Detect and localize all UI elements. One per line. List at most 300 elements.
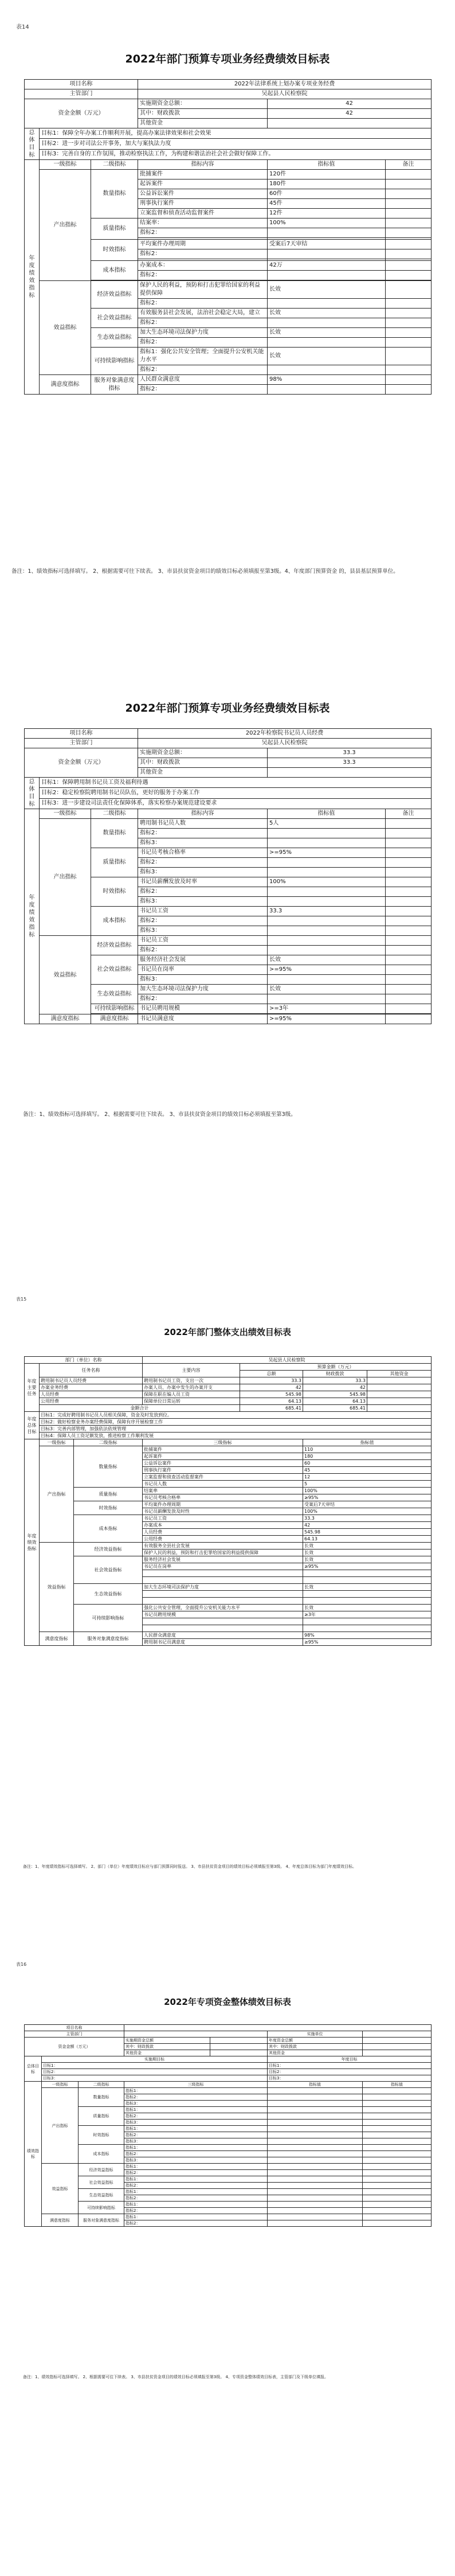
dept: 吴起县人民检察院 — [143, 1357, 432, 1364]
social-label: 社会效益指标 — [91, 309, 138, 328]
perf-label: 绩效指标 — [25, 2082, 42, 2227]
indicator-value: 长效 — [303, 1584, 432, 1591]
indicator-value: 5人 — [268, 819, 386, 829]
goal-right: 目标1： — [268, 2063, 432, 2069]
task-content: 保障在职在编人员工资 — [143, 1391, 240, 1398]
indicator-content: 保护人民的利益，预防和打击犯罪给国家的利益提供保障 — [138, 281, 268, 299]
page-title: 2022年部门预算专项业务经费绩效目标表 — [125, 53, 330, 65]
indicator-value: 33.3 — [268, 907, 386, 916]
header-cell: 指标内容 — [138, 809, 268, 819]
indicator-value — [268, 887, 386, 897]
indicator-content: 聘用制书记员满意度 — [143, 1639, 303, 1646]
group-row: 指标2： — [124, 2195, 268, 2202]
indicator-value: 100% — [268, 218, 386, 228]
indicator-value — [268, 365, 386, 375]
indicator-content: 书记员人数 — [143, 1481, 303, 1488]
indicator-content: 书记员在岗率 — [143, 1563, 303, 1570]
indicator-content: 指标2： — [138, 249, 268, 259]
indicator-content: 保护人民的利益，预防和打击犯罪给国家的利益提供保障 — [143, 1549, 303, 1556]
indicator-value: 12件 — [268, 209, 386, 218]
fund-label: 资金金额（万元） — [25, 99, 138, 128]
indicator-content: 加大生态环境司法保护力度 — [138, 328, 268, 338]
indicator-value — [268, 318, 386, 328]
group-row: 指标3： — [124, 2120, 268, 2126]
eco-label: 生态效益指标 — [74, 1584, 143, 1605]
indicator-value — [268, 975, 386, 985]
header-cell: 指标值 — [268, 160, 386, 170]
header-cell: 指标值 — [363, 2082, 432, 2088]
goal-item: 目标2：稳定检察院聘用制书记员队伍，更好的服务于办案工作 — [40, 788, 432, 798]
effect-label: 效益指标 — [40, 281, 91, 375]
header-cell: 一级指标 — [40, 160, 91, 170]
sat-sub-label: 满意度指标 — [91, 1014, 138, 1024]
group-row: 指标2： — [124, 2220, 268, 2227]
indicator-content: 指标2： — [138, 916, 268, 926]
indicator-value: 64.13 — [303, 1536, 432, 1543]
task-other — [367, 1398, 432, 1405]
indicator-value — [268, 994, 386, 1004]
indicator-content: 服务经济社会发展 — [143, 1556, 303, 1563]
indicator-content: 书记员考核合格率 — [138, 848, 268, 858]
dept-label: 部门（单位）名称 — [25, 1357, 143, 1364]
indicator-value — [268, 926, 386, 936]
indicator-content: 指标2： — [138, 299, 268, 309]
qty-label: 数量指标 — [74, 1446, 143, 1488]
indicator-value: 98% — [268, 375, 386, 385]
task-content: 聘用制书记员工资，支出一次 — [143, 1377, 240, 1384]
footnote: 备注：1、绩效指标可选择填写。 2、根据需要可往下续表。 3、市县扶贫资金项目的绩效目标必须填报至第3级。 — [23, 1111, 296, 1118]
indicator-value: 120件 — [268, 170, 386, 179]
header-cell: 二级指标 — [79, 2082, 124, 2088]
indicator-content: 指标2： — [138, 946, 268, 955]
indicator-value — [268, 249, 386, 259]
overall-label: 总体目标 — [25, 778, 40, 809]
year-target-label: 年度目标 — [268, 2056, 432, 2063]
indicator-content: 平均案件办理周期 — [143, 1501, 303, 1508]
econ-label: 经济效益指标 — [74, 1543, 143, 1556]
page-2 — [0, 631, 455, 1204]
header-cell: 指标值 — [268, 809, 386, 819]
task-header: 任务名称 — [40, 1364, 143, 1377]
satisfaction-label: 满意度指标 — [40, 1014, 91, 1024]
overall-label: 总体目标 — [25, 128, 40, 160]
indicator-value: 长效 — [268, 348, 386, 365]
fund-row-label: 实施期资金总额： — [138, 99, 268, 109]
social-label: 社会效益指标 — [74, 1556, 143, 1584]
dept-label: 主管部门 — [25, 739, 138, 748]
group-row: 指标3： — [124, 2138, 268, 2145]
indicator-value: 长效 — [268, 281, 386, 299]
group-row: 指标2： — [124, 2151, 268, 2157]
indicator-content: 公益诉讼案件 — [138, 189, 268, 199]
eco-label: 生态效益指标 — [91, 985, 138, 1004]
goal-right: 目标3： — [268, 2075, 432, 2082]
fund-total-label: 金额合计 — [40, 1405, 240, 1412]
indicator-value: 180件 — [268, 179, 386, 189]
indicator-content: 加大生态环境司法保护力度 — [138, 985, 268, 994]
goal-label: 年度总体目标 — [25, 1412, 40, 1439]
indicator-content: 指标2： — [138, 994, 268, 1004]
indicator-content: 指标2： — [138, 271, 268, 280]
goal-left: 目标1： — [42, 2063, 268, 2069]
indicator-value — [268, 338, 386, 348]
year-label: 年度绩效指标 — [25, 809, 40, 1024]
indicator-value — [268, 385, 386, 395]
sat-sub-label: 服务对象满意度指标 — [91, 375, 138, 395]
indicator-value: 45件 — [268, 199, 386, 209]
fund-row-label-2: 年度资金总额 — [268, 2038, 363, 2044]
task-fin: 33.3 — [303, 1377, 367, 1384]
indicator-content: 书记员工资 — [138, 936, 268, 946]
page-title: 2022年部门整体支出绩效目标表 — [164, 1327, 291, 1337]
indicator-content: 指标2： — [138, 829, 268, 838]
group-label: 服务对象满意度指标 — [79, 2214, 124, 2227]
period-label: 实施期目标 — [42, 2056, 268, 2063]
dept-label: 主管部门 — [25, 2031, 124, 2038]
fund-label: 资金金额（万元） — [25, 2038, 124, 2056]
indicator-value: 100% — [268, 877, 386, 887]
task-fin: 545.98 — [303, 1391, 367, 1398]
indicator-value: 42 — [303, 1522, 432, 1529]
fund-label: 资金金额（万元） — [25, 748, 138, 778]
page-4 — [0, 1927, 455, 2576]
perf-table-1 — [24, 79, 432, 395]
indicator-content: 立案监督和侦查活动监督案件 — [138, 209, 268, 218]
indicator-content: 平均案件办理周期 — [138, 240, 268, 249]
group-row: 指标1： — [124, 2145, 268, 2151]
indicator-content: 指标2： — [138, 318, 268, 328]
goal-item: 目标2：进一步对司法公开事务，加大与案执法力度 — [40, 139, 432, 149]
group-row: 指标2： — [124, 2094, 268, 2101]
indicator-value — [268, 299, 386, 309]
indicator-content: 结案率： — [138, 218, 268, 228]
task-header: 预算金额（万元） — [240, 1364, 432, 1371]
group-label: 社会效益指标 — [79, 2176, 124, 2189]
group-row: 指标1： — [124, 2164, 268, 2170]
goal-item: 目标3：完善自身的工作氛围，推动检察执法工作，为构建和谐法治社会社会做好保障工作。 — [40, 149, 432, 159]
qty-label: 数量指标 — [91, 170, 138, 218]
task-content: 保障单位日常运转 — [143, 1398, 240, 1405]
output-label: 产出指标 — [40, 1446, 74, 1543]
econ-label: 经济效益指标 — [91, 281, 138, 309]
group-row: 指标1： — [124, 2107, 268, 2113]
indicator-content: 刑事执行案件 — [143, 1467, 303, 1474]
special-fund-table — [24, 2024, 432, 2227]
project-name: 2022年法律系统上划办案专项业务经费 — [138, 80, 432, 89]
group-row: 指标1： — [124, 2189, 268, 2195]
indicator-content: 指标3： — [138, 975, 268, 985]
fund-row-label: 其他资金 — [124, 2050, 210, 2056]
fund-row-value — [268, 768, 432, 778]
group-row: 指标3： — [124, 2101, 268, 2107]
indicator-content: 书记员满意度 — [138, 1014, 268, 1024]
indicator-value: 45 — [303, 1467, 432, 1474]
indicator-content: 书记员薪酬发放及时性 — [143, 1508, 303, 1515]
project-name-label: 项目名称 — [25, 80, 138, 89]
indicator-content: 书记员聘用规模 — [143, 1611, 303, 1618]
indicator-value: 12 — [303, 1474, 432, 1481]
satisfaction-label: 满意度指标 — [40, 375, 91, 395]
dept-label: 主管部门 — [25, 89, 138, 99]
header-cell: 指标内容 — [138, 160, 268, 170]
sat-sub-label: 服务对象满意度指标 — [74, 1632, 143, 1646]
time-label: 时效指标 — [91, 240, 138, 261]
fund-row-value: 42 — [268, 109, 432, 119]
year-label: 年度绩效指标 — [25, 160, 40, 395]
goal-item: 目标1：保障聘用制书记员工资及福利待遇 — [40, 778, 432, 788]
time-label: 时效指标 — [74, 1501, 143, 1515]
goal-item: 目标3：进一步建设司法责任化保障体系，落实检察办案规范建设要求 — [40, 798, 432, 809]
satisfaction-label: 满意度指标 — [40, 1632, 74, 1646]
header-cell: 备注 — [386, 160, 432, 170]
effect-label: 效益指标 — [40, 1543, 74, 1632]
fund-row-label: 其中：财政拨款 — [138, 758, 268, 768]
indicator-value: 长效 — [268, 955, 386, 965]
task-header: 其他资金 — [367, 1371, 432, 1377]
fund-row-label: 其中：财政拨款 — [138, 109, 268, 119]
task-name: 聘用制书记员人员经费 — [40, 1377, 143, 1384]
indicator-value: >=95% — [268, 965, 386, 975]
indicator-value: >=95% — [268, 848, 386, 858]
overall-label: 总体目标 — [25, 2056, 42, 2082]
task-name: 人员经费 — [40, 1391, 143, 1398]
indicator-value — [268, 936, 386, 946]
indicator-value — [268, 838, 386, 848]
indicator-value — [268, 858, 386, 868]
goal-item: 目标1：保障全年办案工作顺利开展，提高办案法律效果和社会效果 — [40, 128, 432, 139]
indicator-value: 5 — [303, 1481, 432, 1488]
footnote: 备注：1、绩效指标可选择填写。 2、根据需要可往下续表。 3、市县扶贫资金项目的绩效目标必须填报至第3级。 4、专项资金整体绩效目标表，主管部门及下级单位填报。 — [23, 2375, 328, 2379]
indicator-content: 批捕案件 — [143, 1446, 303, 1453]
indicator-content: 指标2： — [138, 228, 268, 238]
indicator-content: 有效服务全县社会发展 — [143, 1543, 303, 1549]
indicator-value — [268, 829, 386, 838]
indicator-content: 有效服务县社会发展，法治社会稳定大局，建立 — [138, 309, 268, 318]
indicator-value: ≥95% — [303, 1639, 432, 1646]
indicator-value: 545.98 — [303, 1529, 432, 1536]
sustain-label: 可持续影响指标 — [74, 1605, 143, 1632]
indicator-content: 公用经费 — [143, 1536, 303, 1543]
indicator-content: 书记员工资 — [143, 1515, 303, 1522]
fund-row-value: 33.3 — [268, 758, 432, 768]
task-content: 办案人员、办案中发生的办案开支 — [143, 1384, 240, 1391]
goal-left: 目标2： — [42, 2069, 268, 2075]
indicator-value: >=95% — [268, 1014, 386, 1024]
indicator-content: 人民群众满意度 — [143, 1632, 303, 1639]
group-row: 指标2： — [124, 2208, 268, 2214]
dept-perf-table — [24, 1356, 432, 1646]
indicator-content: 起诉案件 — [138, 179, 268, 189]
indicator-content: 指标3： — [138, 868, 268, 877]
goal-item: 目标1：完成好聘用制书记员人员相关保障，资金及时发放到位。 — [40, 1412, 432, 1419]
indicator-value: 180 — [303, 1453, 432, 1460]
project-name-label: 项目名称 — [25, 2025, 124, 2031]
indicator-content: 公益诉讼案件 — [143, 1460, 303, 1467]
indicator-value: 受案后7天审结 — [268, 240, 386, 249]
goal-item: 目标4：保障人员工资足额发放，推进检察工作顺利发展 — [40, 1433, 432, 1439]
indicator-content: 服务经济社会发展 — [138, 955, 268, 965]
group-label: 数量指标 — [79, 2088, 124, 2107]
indicator-content: 人民群众满意度 — [138, 375, 268, 385]
group-row: 指标1： — [124, 2126, 268, 2132]
page-title: 2022年部门预算专项业务经费绩效目标表 — [125, 702, 330, 715]
indicator-value: 长效 — [303, 1549, 432, 1556]
indicator-content: 立案监督和侦查活动监督案件 — [143, 1474, 303, 1481]
group-label: 可持续影响指标 — [79, 2202, 124, 2214]
task-header: 财政拨款 — [303, 1371, 367, 1377]
indicator-value: 33.3 — [303, 1515, 432, 1522]
header-cell: 二级指标 — [74, 1439, 143, 1446]
group-row: 指标2： — [124, 2132, 268, 2138]
indicator-content: 人员经费 — [143, 1529, 303, 1536]
task-header: 总额 — [240, 1371, 303, 1377]
indicator-value: 100% — [303, 1508, 432, 1515]
cost-label: 成本指标 — [74, 1515, 143, 1543]
indicator-content: 书记员考核合格率 — [143, 1494, 303, 1501]
indicator-value: 60件 — [268, 189, 386, 199]
indicator-value: 长效 — [303, 1605, 432, 1611]
goal-item: 目标3：完善内部管理，加强依法依规管理 — [40, 1426, 432, 1433]
header-cell: 二级指标 — [91, 809, 138, 819]
fund-row-value — [268, 119, 432, 128]
header-cell: 一级指标 — [40, 1439, 74, 1446]
task-name: 办案业务经费 — [40, 1384, 143, 1391]
fund-row-label: 其他资金 — [138, 768, 268, 778]
group-label: 成本指标 — [79, 2145, 124, 2164]
fund-row-value: 42 — [268, 99, 432, 109]
indicator-value: 长效 — [268, 985, 386, 994]
task-name: 公用经费 — [40, 1398, 143, 1405]
indicator-content: 指标2： — [138, 887, 268, 897]
perf-table-2 — [24, 728, 432, 1024]
group-label: 经济效益指标 — [79, 2164, 124, 2176]
task-fin: 64.13 — [303, 1398, 367, 1405]
effect-label: 效益指标 — [42, 2164, 79, 2214]
group-row: 指标2： — [124, 2183, 268, 2189]
page-tag: 表16 — [16, 1962, 27, 1967]
group-row: 指标1： — [124, 2214, 268, 2220]
indicator-content: 办案成本： — [138, 261, 268, 271]
header-cell: 二级指标 — [91, 160, 138, 170]
page-tag: 表15 — [16, 1297, 27, 1302]
header-cell: 一级指标 — [40, 809, 91, 819]
indicator-content: 指标1：强化公共安全管理；全面提升公安机关能力水平 — [138, 348, 268, 365]
indicator-content: 指标2： — [138, 365, 268, 375]
group-row: 指标1： — [124, 2202, 268, 2208]
header-cell: 备注 — [386, 809, 432, 819]
group-row: 指标3： — [124, 2157, 268, 2164]
indicator-value: ≥95% — [303, 1563, 432, 1570]
indicator-content: 书记员薪酬发放及时率 — [138, 877, 268, 887]
group-row: 指标1： — [124, 2176, 268, 2183]
goal-item: 目标2：做好检察业务办案经费保障，保障有序开展检察工作 — [40, 1419, 432, 1426]
output-label: 产出指标 — [40, 170, 91, 281]
quality-label: 质量指标 — [91, 848, 138, 877]
dept: 吴起县人民检察院 — [138, 739, 432, 748]
task-fin: 42 — [303, 1384, 367, 1391]
sustain-label: 可持续影响指标 — [91, 348, 138, 375]
group-label: 时效指标 — [79, 2126, 124, 2145]
indicator-content: 起诉案件 — [143, 1453, 303, 1460]
indicator-content: 书记员在岗率 — [138, 965, 268, 975]
fund-total: 685.41 — [240, 1405, 303, 1412]
group-label: 质量指标 — [79, 2107, 124, 2126]
task-other — [367, 1384, 432, 1391]
impl-label: 实施单位 — [268, 2031, 363, 2038]
indicator-content: 聘用制书记员人数 — [138, 819, 268, 829]
footnote: 备注：1、年度绩效指标可选择填写。 2、部门（单位）年度绩效目标应与部门预算同时报送。 3、市县扶贫资金项目的绩效目标必须填报至第3级。 4、年度总体目标为部门年度绩效目标。 — [23, 1864, 356, 1869]
indicator-content: 批捕案件 — [138, 170, 268, 179]
group-label: 生态效益指标 — [79, 2189, 124, 2202]
indicator-value: 60 — [303, 1460, 432, 1467]
indicator-value — [268, 228, 386, 238]
fund-row-label: 实施期资金总额 — [124, 2038, 210, 2044]
page-title: 2022年专项资金整体绩效目标表 — [164, 1997, 291, 2007]
header-cell: 三级指标 — [143, 1439, 303, 1446]
header-cell: 三级指标 — [124, 2082, 268, 2088]
indicator-content: 刑事执行案件 — [138, 199, 268, 209]
indicator-value: 长效 — [303, 1556, 432, 1563]
header-cell: 一级指标 — [42, 2082, 79, 2088]
fund-row-label: 实施期资金总额： — [138, 748, 268, 758]
task-total: 33.3 — [240, 1377, 303, 1384]
indicator-value: 110 — [303, 1446, 432, 1453]
fund-row-label-2: 其他资金 — [268, 2050, 363, 2056]
econ-label: 经济效益指标 — [91, 936, 138, 955]
indicator-value — [268, 897, 386, 907]
year-label: 年度绩效指标 — [25, 1439, 40, 1646]
indicator-content: 书记员工资 — [138, 907, 268, 916]
fund-row-value: 33.3 — [268, 748, 432, 758]
project-name: 2022年检察院书记员人员经费 — [138, 729, 432, 739]
indicator-value — [268, 868, 386, 877]
year-funds-label: 年度主要任务 — [25, 1364, 40, 1412]
indicator-content: 指标3： — [138, 926, 268, 936]
time-label: 时效指标 — [91, 877, 138, 907]
indicator-value: ≥3年 — [303, 1611, 432, 1618]
fund-total-fin: 685.41 — [303, 1405, 367, 1412]
output-label: 产出指标 — [40, 819, 91, 936]
cost-label: 成本指标 — [91, 261, 138, 280]
indicator-value — [268, 946, 386, 955]
indicator-content: 强化公共安全管理，全面提升公安机关能力水平 — [143, 1605, 303, 1611]
header-cell: 指标值 — [303, 1439, 432, 1446]
indicator-value: >=3年 — [268, 1004, 386, 1014]
indicator-content: 书记员聘用规模 — [138, 1004, 268, 1014]
group-row: 指标2： — [124, 2170, 268, 2176]
indicator-value — [268, 271, 386, 280]
group-row: 指标1： — [124, 2088, 268, 2094]
indicator-content: 指标3： — [138, 897, 268, 907]
indicator-content: 指标2： — [138, 385, 268, 395]
indicator-value: ≥95% — [303, 1494, 432, 1501]
task-total: 64.13 — [240, 1398, 303, 1405]
output-label: 产出指标 — [42, 2088, 79, 2164]
indicator-value: 42万 — [268, 261, 386, 271]
indicator-content: 指标3： — [138, 838, 268, 848]
page-tag: 表14 — [16, 24, 29, 30]
task-total: 545.98 — [240, 1391, 303, 1398]
fund-row-label-2: 其中：财政拨款 — [268, 2044, 363, 2050]
fund-row-label: 其中：财政拨款 — [124, 2044, 210, 2050]
page-3 — [0, 1262, 455, 1892]
cost-label: 成本指标 — [91, 907, 138, 936]
task-total: 42 — [240, 1384, 303, 1391]
dept: 吴起县人民检察院 — [138, 89, 432, 99]
group-row: 指标2： — [124, 2113, 268, 2120]
goal-left: 目标3： — [42, 2075, 268, 2082]
goal-right: 目标2： — [268, 2069, 432, 2075]
